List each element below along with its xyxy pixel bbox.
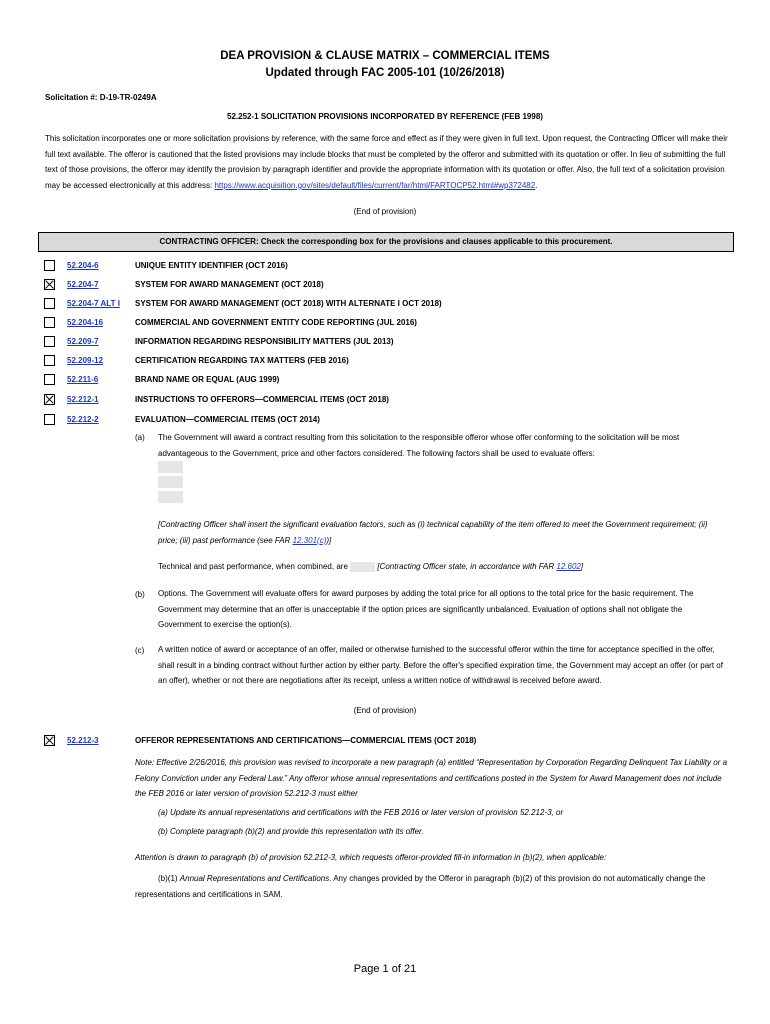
paragraph-b-label: (b) <box>135 590 145 599</box>
provision-title: CERTIFICATION REGARDING TAX MATTERS (FEB 2016) <box>135 355 349 365</box>
combined-text: Technical and past performance, when combined, are <box>158 562 348 571</box>
combined-factors-line <box>158 559 728 575</box>
paragraph-b-text: Options. The Government will evaluate offers for award purposes by adding the total price for all options to the total price for the basic requirement. The Government may determine that an offer is unacceptable if the option prices are significantly unbalanced. Evaluation of options shall not obligate the Government to exercise the option(s). <box>158 589 694 629</box>
provision-title: INSTRUCTIONS TO OFFERORS—COMMERCIAL ITEMS (OCT 2018) <box>135 394 389 404</box>
end-of-provision: (End of provision) <box>353 207 417 216</box>
b1-text: . Any changes provided by the Offeror in paragraph (b)(2) of this provision do not automatically change the representations and certifications in SAM. <box>135 874 706 899</box>
combined-end: ] <box>580 562 584 571</box>
paragraph-c-label: (c) <box>135 646 145 655</box>
provision-checkbox[interactable] <box>44 355 55 366</box>
provision-row <box>44 296 442 310</box>
provision-number-link[interactable]: 52.212-2 <box>67 414 99 424</box>
end-of-provision: (End of provision) <box>353 706 417 715</box>
effective-date-note: Note: Effective 2/26/2016, this provision was revised to incorporate a new paragraph (a) entitled “Representation by Corporation Regarding Delinquent Tax Liability or a Felony Conviction under any Federal Law.” Any offeror whose annual representations and certifications posted in the System for Award Management does not include the FEB 2016 or later version of provision 52.212-3 must either <box>135 758 728 798</box>
attention-note: Attention is drawn to paragraph (b) of provision 52.212-3, which requests offeror-provided fill-in information in (b)(2), when applicable: <box>135 853 607 862</box>
provision-checkbox[interactable] <box>44 394 55 405</box>
co-insert-end: )] <box>326 535 332 545</box>
co-insert-text: [Contracting Officer shall insert the significant evaluation factors, such as (i) technical capability of the item offered to meet the Government requirement; (ii) price; (iii) past performance (see FAR <box>158 520 708 545</box>
provision-title: INFORMATION REGARDING RESPONSIBILITY MATTERS (JUL 2013) <box>135 336 394 346</box>
provision-row <box>44 372 280 386</box>
option-b-note: (b) Complete paragraph (b)(2) and provide this representation with its offer. <box>158 827 424 836</box>
co-insert-instruction <box>158 517 728 548</box>
paragraph-c-text: A written notice of award or acceptance of an offer, mailed or otherwise furnished to the successful offeror within the time for acceptance specified in the offer, shall result in a binding contract without further action by either party. Before the offer's specified expiration time, the Government may accept an offer (or part of an offer), whether or not there are negotiations after its receipt, unless a written notice of withdrawal is received before award. <box>158 645 723 685</box>
provision-number-link[interactable]: 52.212-3 <box>67 735 99 745</box>
combined-insert: [Contracting Officer state, in accordance with FAR <box>377 562 557 571</box>
provision-row <box>44 353 349 367</box>
provision-checkbox[interactable] <box>44 336 55 347</box>
provision-row <box>44 258 288 272</box>
option-a-note: (a) Update its annual representations and certifications with the FEB 2016 or later version of provision 52.212-3, or <box>158 808 564 817</box>
provision-number-link[interactable]: 52.204-7 ALT I <box>67 298 120 308</box>
provision-number-link[interactable]: 52.204-16 <box>67 317 104 327</box>
b1-italic-title: Annual Representations and Certifications <box>179 874 330 883</box>
far-link[interactable]: https://www.acquisition.gov/sites/default/files/current/far/html/FARTOCP52.html#wp372482 <box>214 180 536 190</box>
provision-checkbox[interactable] <box>44 735 55 746</box>
provision-checkbox[interactable] <box>44 317 55 328</box>
provision-title: SYSTEM FOR AWARD MANAGEMENT (OCT 2018) WITH ALTERNATE I OCT 2018) <box>135 298 442 308</box>
provision-title: BRAND NAME OR EQUAL (AUG 1999) <box>135 374 280 384</box>
far-12-301-link[interactable]: 12.301(c) <box>292 535 327 545</box>
solicitation-number <box>45 93 157 102</box>
provision-title: SYSTEM FOR AWARD MANAGEMENT (OCT 2018) <box>135 279 324 289</box>
document-subtitle: Updated through FAC 2005-101 (10/26/2018) <box>265 67 505 79</box>
provision-number-link[interactable]: 52.211-6 <box>67 374 99 384</box>
section-heading: 52.252-1 SOLICITATION PROVISIONS INCORPORATED BY REFERENCE (FEB 1998) <box>227 112 543 121</box>
page-number: Page 1 of 21 <box>353 963 417 975</box>
provision-number-link[interactable]: 52.209-12 <box>67 355 104 365</box>
intro-paragraph: This solicitation incorporates one or more solicitation provisions by reference, with the same force and effect as if they were given in full text. Upon request, the Contracting Officer will make their full text available. The offeror is cautioned that the listed provisions may include blocks that must be completed by the offeror and submitted with its quotation or offer. In lieu of submitting the full text of those provisions, the offeror may identify the provision by paragraph identifier and provide the appropriate information with its quotation or offer. Also, the full text of a solicitation provision may be accessed electronically at this address: https://www.acquisition.gov/sites/default/files/current/far/html/FARTOCP52.html#wp372482. <box>45 134 728 190</box>
provision-row <box>44 277 324 291</box>
provision-title: COMMERCIAL AND GOVERNMENT ENTITY CODE REPORTING (JUL 2016) <box>135 317 417 327</box>
provision-checkbox[interactable] <box>44 279 55 290</box>
contracting-officer-banner: CONTRACTING OFFICER: Check the corresponding box for the provisions and clauses applicable to this procurement. <box>38 232 734 252</box>
far-12-602-link[interactable]: 12.602 <box>556 562 581 571</box>
provision-row <box>44 334 394 348</box>
document-title: DEA PROVISION & CLAUSE MATRIX – COMMERCIAL ITEMS <box>220 50 550 62</box>
solicitation-value: D-19-TR-0249A <box>99 93 157 102</box>
provision-number-link[interactable]: 52.204-7 <box>67 279 99 289</box>
paragraph-a-label: (a) <box>135 433 145 442</box>
provision-checkbox[interactable] <box>44 374 55 385</box>
fill-in-field[interactable] <box>158 461 183 473</box>
provision-row <box>44 733 477 747</box>
fill-in-field[interactable] <box>158 491 183 503</box>
fill-in-field[interactable] <box>158 476 183 488</box>
paragraph-a-text: The Government will award a contract resulting from this solicitation to the responsible offeror whose offer conforming to the solicitation will be most advantageous to the Government, price and other factors considered. The following factors shall be used to evaluate offers: <box>158 433 680 458</box>
provision-number-link[interactable]: 52.204-6 <box>67 260 99 270</box>
provision-checkbox[interactable] <box>44 260 55 271</box>
provision-number-link[interactable]: 52.212-1 <box>67 394 99 404</box>
provision-row <box>44 412 320 426</box>
fill-in-field[interactable] <box>350 562 375 572</box>
intro-text: This solicitation incorporates one or more solicitation provisions by reference, with the same force and effect as if they were given in full text. Upon request, the Contracting Officer will make their full text available. The offeror is cautioned that the listed provisions may include blocks that must be completed by the offeror and submitted with its quotation or offer. In lieu of submitting the full text of those provisions, the offeror may identify the provision by paragraph identifier and provide the appropriate information with its quotation or offer. Also, the full text of a solicitation provision may be accessed electronically at this address: <box>45 134 728 190</box>
provision-title: OFFEROR REPRESENTATIONS AND CERTIFICATIONS—COMMERCIAL ITEMS (OCT 2018) <box>135 735 477 745</box>
provision-title: UNIQUE ENTITY IDENTIFIER (OCT 2016) <box>135 260 288 270</box>
solicitation-label: Solicitation #: <box>45 93 98 102</box>
provision-checkbox[interactable] <box>44 298 55 309</box>
provision-number-link[interactable]: 52.209-7 <box>67 336 99 346</box>
provision-title: EVALUATION—COMMERCIAL ITEMS (OCT 2014) <box>135 414 320 424</box>
b1-label: (b)(1) <box>158 874 178 883</box>
provision-row <box>44 315 417 329</box>
provision-row <box>44 392 389 406</box>
paragraph-b1 <box>135 871 730 902</box>
provision-checkbox[interactable] <box>44 414 55 425</box>
